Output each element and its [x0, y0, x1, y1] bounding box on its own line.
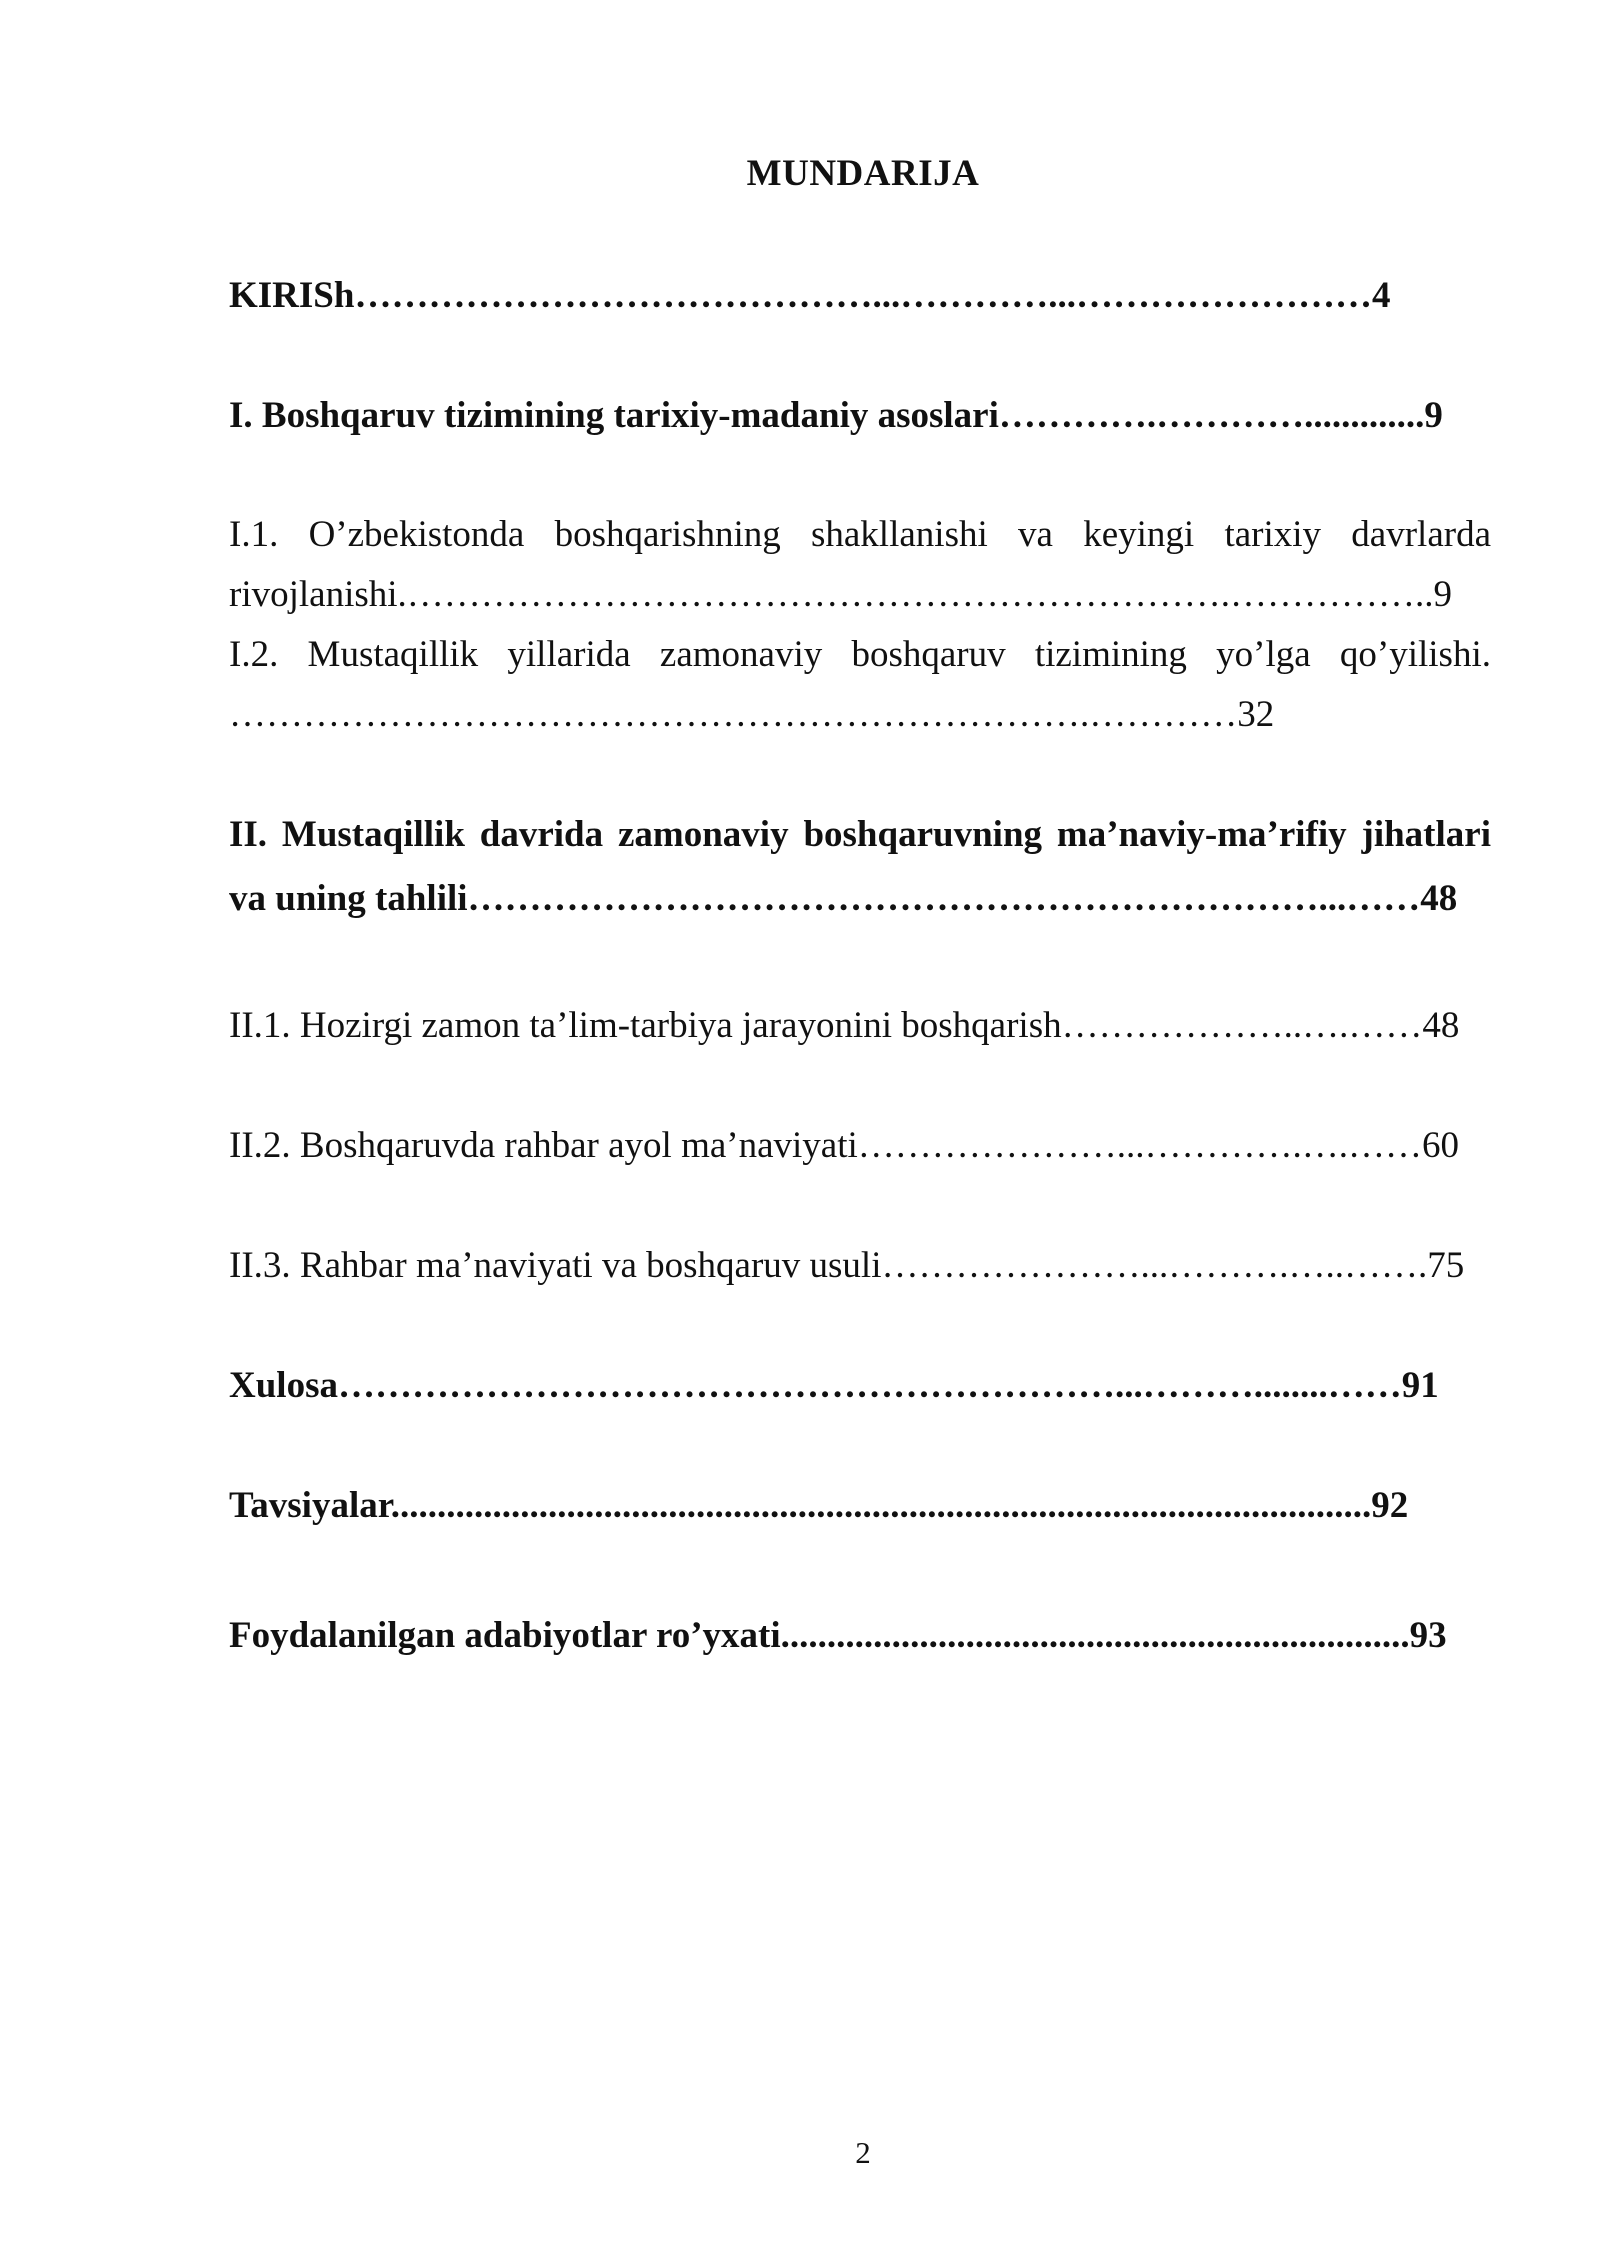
toc-entry-section-1-1-line-2: rivojlanishi.………………………………………………………….……………..9	[229, 574, 1453, 615]
page-number: 2	[855, 2135, 871, 2170]
toc-entry-section-1-2-line-2: …………………………………………………………….…………32	[229, 694, 1275, 735]
toc-entry-section-2-3: II.3. Rahbar ma’naviyati va boshqaruv usuli…………………...……….…..…….75	[229, 1245, 1465, 1286]
toc-entry-chapter-2-line-1: II. Mustaqillik davrida zamonaviy boshqaruvning ma’naviy-ma’rifiy jihatlari	[229, 814, 1491, 855]
toc-entry-section-2-2: II.2. Boshqaruvda rahbar ayol ma’naviyati…………………...………….….……60	[229, 1125, 1460, 1166]
toc-entry-chapter-2-line-2: va uning tahlili……………………………………………………………...……48	[229, 878, 1458, 919]
toc-entry-section-1-2-line-1: I.2. Mustaqillik yillarida zamonaviy boshqaruv tizimining yo’lga qo’yilishi.	[229, 634, 1491, 675]
page-title: MUNDARIJA	[746, 153, 980, 194]
toc-entry-section-2-1: II.1. Hozirgi zamon ta’lim-tarbiya jarayonini boshqarish………………..….……48	[229, 1005, 1460, 1046]
toc-entry-tavsiyalar: Tavsiyalar..........................................................................................................92	[229, 1485, 1409, 1526]
toc-entry-kirish: KIRISh……………………………………...…………...……………………4	[229, 275, 1391, 316]
toc-entry-chapter-1: I. Boshqaruv tizimining tarixiy-madaniy asoslari………….………….............9	[229, 395, 1443, 436]
toc-entry-section-1-1-line-1: I.1. O’zbekistonda boshqarishning shakllanishi va keyingi tarixiy davrlarda	[229, 514, 1491, 555]
toc-entry-adabiyotlar: Foydalanilgan adabiyotlar ro’yxati....................................................................93	[229, 1615, 1447, 1656]
toc-entry-xulosa: Xulosa………………………………………………………...………........……91	[229, 1365, 1439, 1406]
